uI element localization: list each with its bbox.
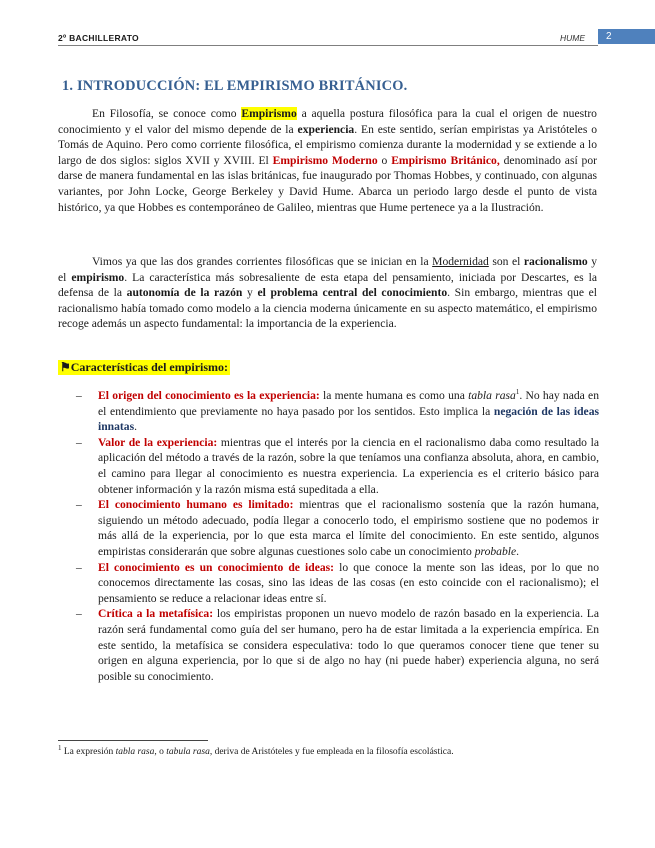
characteristics-list <box>76 388 599 684</box>
header-divider <box>58 45 598 46</box>
intro-paragraph: En Filosofía, se conoce como Empirismo a aquella postura filosófica para la cual el origen de nuestro conocimiento y el valor del mismo depende de la experiencia. En este sentido, serían empiristas ya Aristóteles o Tomás de Aquino. Pero como corriente filosófica, el empirismo comienza durante la modernidad y se extiende a lo largo de dos siglos: siglos XVII y XVIII. El Empirismo Moderno o Empirismo Británico, denominado así por darse de manera fundamental en las islas británicas, fue inaugurado por Thomas Hobbes, y continuado, con algunas variantes, por John Locke, George Berkeley y David Hume. Abarca un periodo largo desde el punto de vista histórico, ya que Hobbes es contemporáneo de Galileo, mientras que Hume pertenece ya a la Ilustración. <box>58 107 598 214</box>
list-item: – El origen del conocimiento es la experiencia: la mente humana es como una tabla rasa$^1$. No hay nada en el entendimiento que previamente no haya pasado por los sentidos. Esto implica la negación de las ideas innatas. <box>76 388 599 434</box>
list-item: – Crítica a la metafísica: los empiristas proponen un nuevo modelo de razón basado en la experiencia. La razón será fundamental como guía del ser humano, pero ha de estar limitada a la experiencia empírica. En este sentido, la metafísica se considera especulativa: todo lo que queramos conocer tiene que tener su origen en alguna experiencia, por lo que si de algo no hay (ni puede haber) experiencia alguna, no será posible su conocimiento. <box>76 607 599 683</box>
list-item: – Valor de la experiencia: mientras que el interés por la ciencia en el racionalismo daba como resultado la aplicación del método a través de la razón, sobre la que teníamos una confianza absoluta, ahora, en cambio, el camino para llegar al conocimiento es nuestra experiencia. La experiencia es el criterio básico para obtener información y la razón misma está supeditada a ella. <box>76 435 599 496</box>
list-item: – El conocimiento humano es limitado: mientras que el racionalismo sostenía que la razón humana, siguiendo un método adecuado, podía llegar a conocerlo todo, el empirismo sostiene que no podemos ir más allá de la experiencia, por lo que esta marca el límite del conocimiento. En este sentido, algunos empiristas considerarán que sobre algunas cuestiones solo cabe un conocimiento probable. <box>76 498 599 558</box>
course-label: 2º BACHILLERATO <box>58 33 139 43</box>
author-label: HUME <box>560 33 586 43</box>
section-title: 1. INTRODUCCIÓN: EL EMPIRISMO BRITÁNICO. <box>62 78 408 94</box>
page-number: 2 <box>598 29 655 44</box>
footnote: $^1$ La expresión tabla rasa, o tabula rasa, deriva de Aristóteles y fue empleada en la filosofía escolástica. <box>58 743 454 757</box>
flag-icon: ⚑ <box>60 360 71 374</box>
list-item: – El conocimiento es un conocimiento de ideas: lo que conoce la mente son las ideas, por lo que no conocemos directamente las cosas, sino las ideas de las cosas (en esto coincide con el racionalismo); el pensamiento se reduce a relacionar ideas entre sí. <box>76 560 599 605</box>
footnote-divider <box>58 740 208 741</box>
modernity-paragraph: Vimos ya que las dos grandes corrientes filosóficas que se inician en la Modernidad son el racionalismo y el empirismo. La característica más sobresaliente de esta etapa del pensamiento, iniciada por Descartes, es la defensa de la autonomía de la razón y el problema central del conocimiento. Sin embargo, mientras que el racionalismo había tomado como modelo a la ciencia moderna únicamente en su aspecto matemático, el empirismo recoge además un aspecto fundamental: la importancia de la experiencia. <box>58 255 598 331</box>
characteristics-heading: ⚑Características del empirismo: <box>60 360 229 374</box>
highlight-empirismo: Empirismo <box>241 107 297 120</box>
